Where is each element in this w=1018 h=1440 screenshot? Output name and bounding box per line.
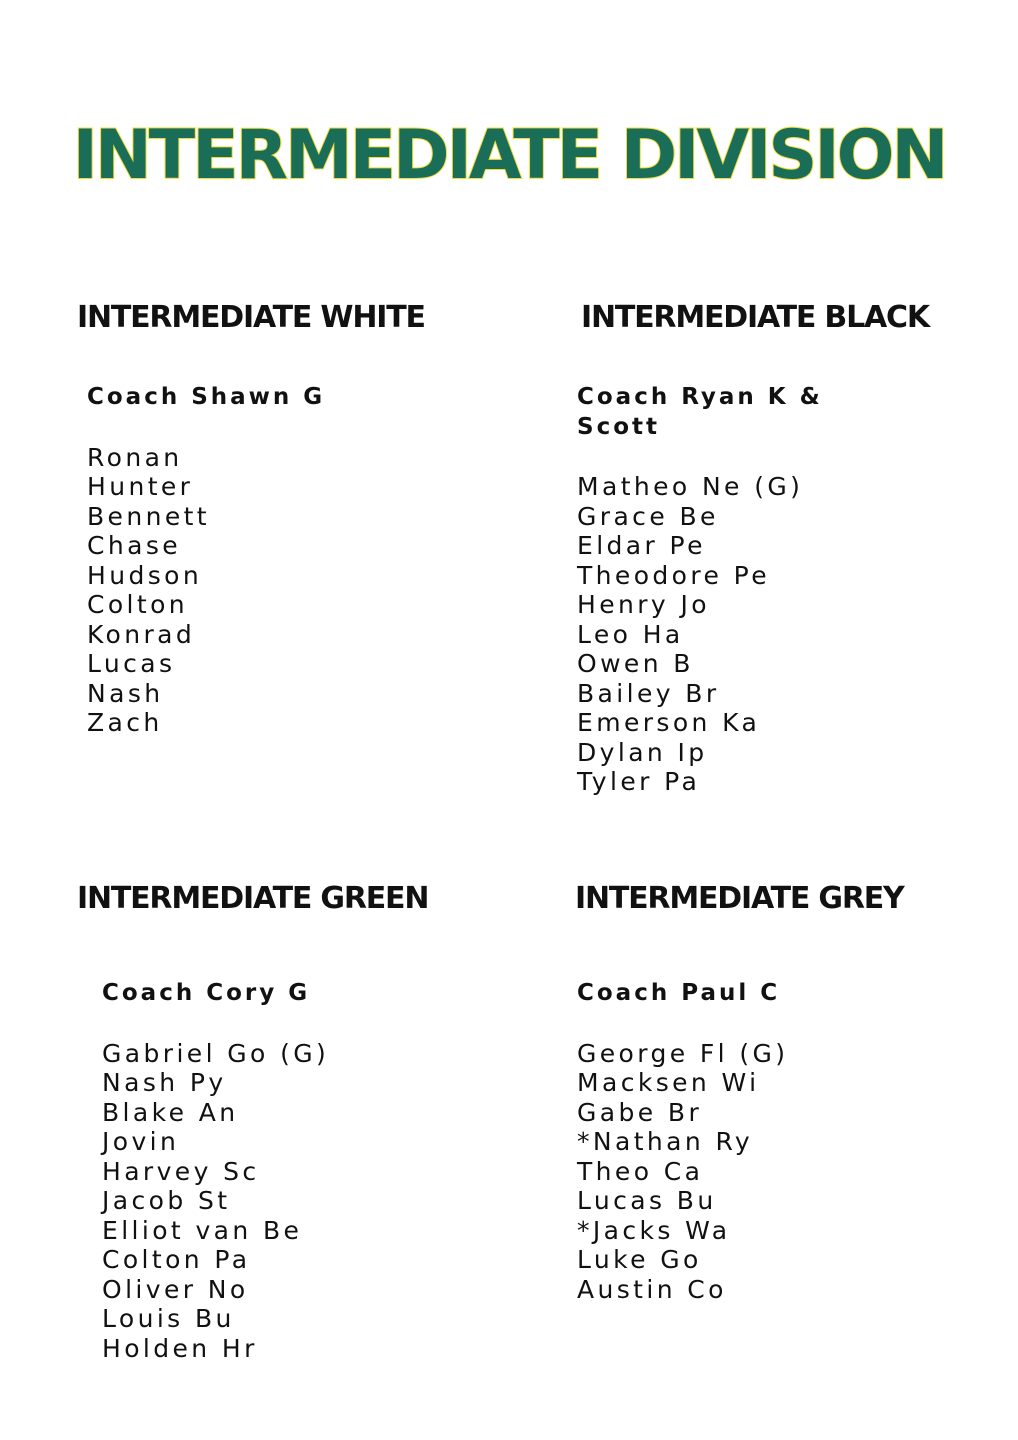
player-name: Lucas (87, 649, 176, 678)
player-name: Oliver No (102, 1274, 249, 1304)
player-name: Nash Py (102, 1068, 227, 1097)
team-heading-black: INTERMEDIATE BLACK (581, 300, 929, 335)
team-black (577, 383, 867, 797)
roster-list (577, 472, 867, 797)
page-title: INTERMEDIATE DIVISION (72, 116, 946, 195)
coach-name: Coach Shawn G (87, 384, 326, 410)
player-name: Theo Ca (577, 1156, 704, 1186)
player-name: Blake An (102, 1097, 239, 1127)
player-name: Louis Bu (102, 1304, 235, 1333)
player-name: Matheo Ne (G) (577, 472, 804, 501)
team-heading-grey: INTERMEDIATE GREY (575, 881, 904, 916)
player-name: Macksen Wi (577, 1068, 760, 1097)
player-name: Henry Jo (577, 590, 710, 619)
player-name: Lucas Bu (577, 1186, 717, 1215)
roster-list (87, 443, 487, 738)
player-name: Harvey Sc (102, 1156, 260, 1186)
player-name: Tyler Pa (577, 767, 701, 796)
player-name: Colton (87, 590, 189, 619)
player-name: Nash (87, 678, 164, 708)
team-green (102, 979, 502, 1363)
player-name: Hunter (87, 472, 194, 501)
player-name: Leo Ha (577, 619, 684, 649)
player-name: Jacob St (102, 1186, 231, 1215)
player-name: Owen B (577, 649, 694, 678)
player-name: Chase (87, 531, 182, 560)
coach-name: Coach Paul C (577, 980, 781, 1006)
player-name: Luke Go (577, 1245, 702, 1274)
player-name: Jovin (102, 1127, 180, 1156)
player-name: Eldar Pe (577, 531, 706, 560)
player-name: Theodore Pe (577, 560, 770, 590)
player-name: Grace Be (577, 501, 719, 531)
player-name: Bailey Br (577, 678, 720, 708)
team-white (87, 383, 487, 738)
player-name: George Fl (G) (577, 1038, 789, 1068)
player-name: Holden Hr (102, 1333, 258, 1363)
roster-list (102, 1039, 502, 1364)
player-name: Emerson Ka (577, 708, 761, 737)
player-name: Gabe Br (577, 1097, 703, 1127)
player-name: Hudson (87, 560, 203, 590)
coach-name: Coach Ryan K & Scott (577, 384, 823, 440)
roster-list (577, 1039, 977, 1305)
player-name: Dylan Ip (577, 737, 708, 767)
player-name: Bennett (87, 501, 211, 531)
player-name: Zach (87, 708, 163, 737)
player-name: *Nathan Ry (577, 1127, 754, 1156)
player-name: Colton Pa (102, 1245, 251, 1274)
coach-name: Coach Cory G (102, 980, 311, 1006)
player-name: Austin Co (577, 1274, 727, 1304)
player-name: *Jacks Wa (577, 1215, 731, 1245)
player-name: Gabriel Go (G) (102, 1038, 330, 1068)
player-name: Konrad (87, 619, 196, 649)
player-name: Ronan (87, 442, 183, 472)
player-name: Elliot van Be (102, 1215, 303, 1245)
team-heading-white: INTERMEDIATE WHITE (77, 300, 425, 335)
team-heading-green: INTERMEDIATE GREEN (77, 881, 429, 916)
team-grey (577, 979, 977, 1304)
